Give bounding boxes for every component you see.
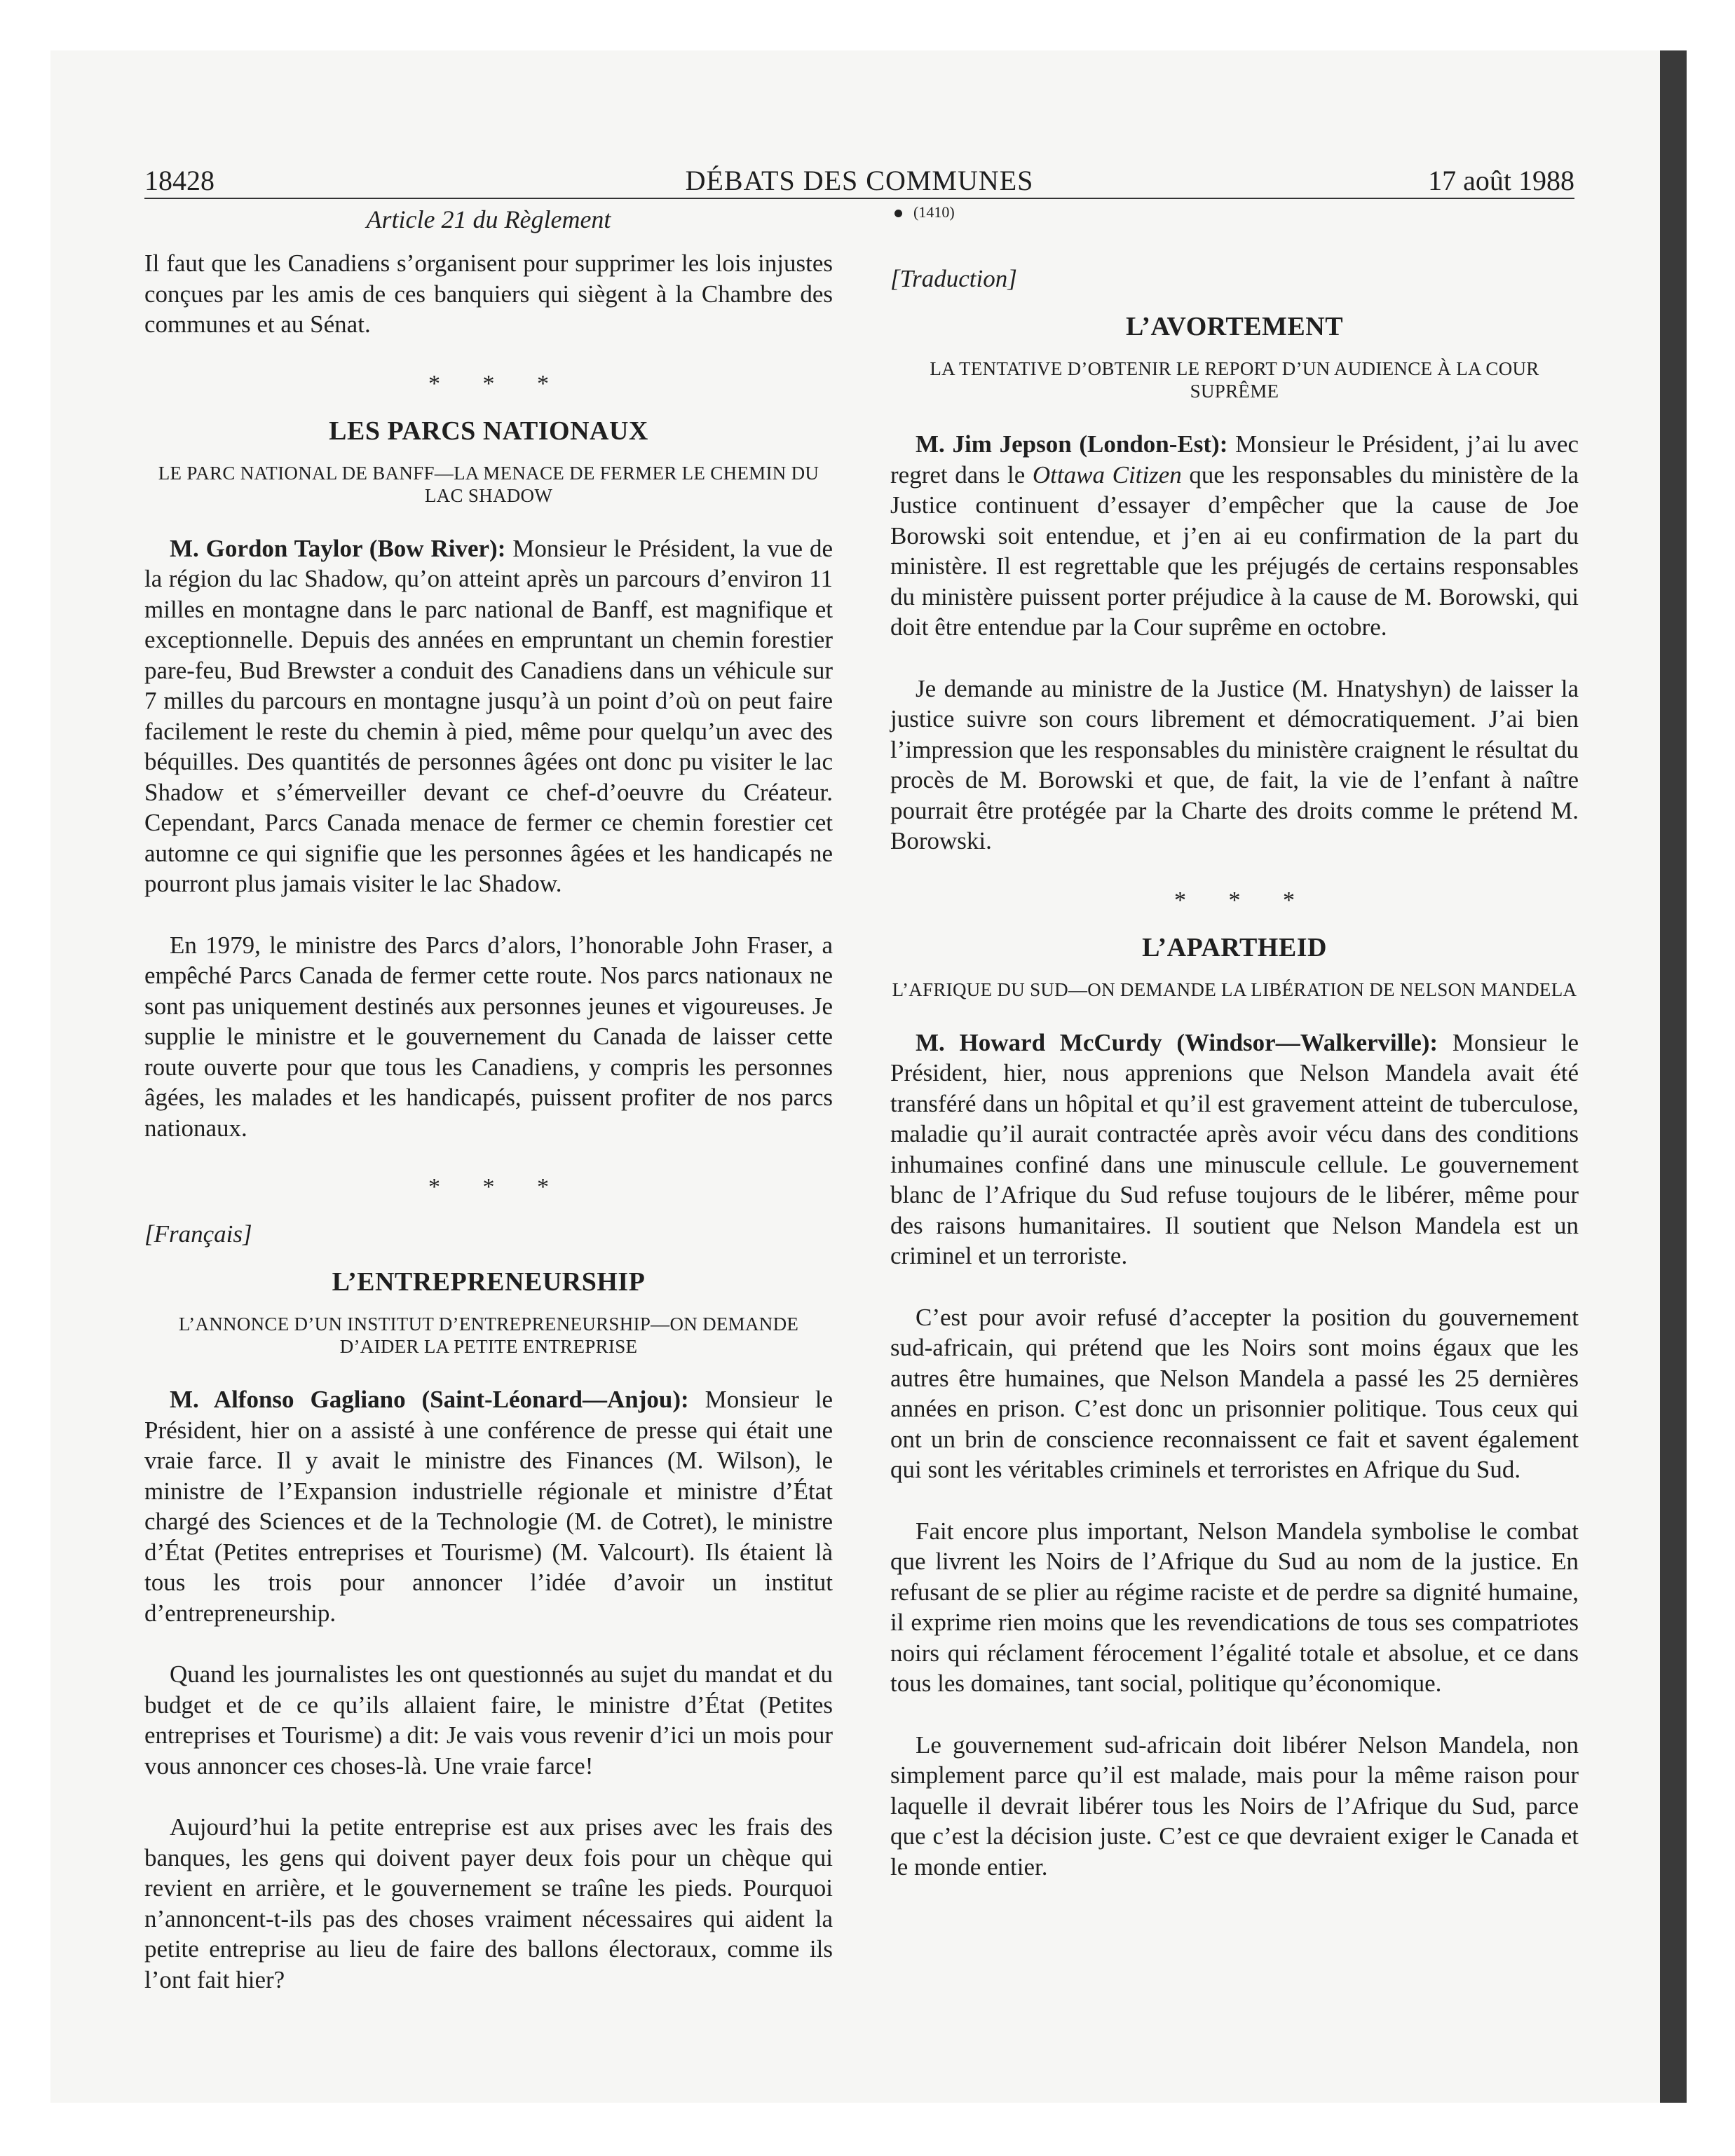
subheading-mandela: L’AFRIQUE DU SUD—ON DEMANDE LA LIBÉRATION DE NELSON MANDELA bbox=[892, 978, 1577, 1000]
time-marker bbox=[894, 203, 1579, 221]
newspaper-title: Ottawa Citizen bbox=[1032, 460, 1182, 489]
paragraph-gagliano-1 bbox=[144, 1384, 833, 1628]
running-header bbox=[144, 161, 1574, 199]
right-column bbox=[890, 203, 1579, 1913]
paragraph-text: Monsieur le Président, j’ai lu avec regret dans le bbox=[890, 430, 1579, 489]
bullet-icon bbox=[894, 210, 902, 217]
paragraph-mccurdy-1 bbox=[890, 1028, 1579, 1271]
speaker-jepson: M. Jim Jepson (London-Est): bbox=[916, 430, 1228, 458]
subheading-cour-supreme: LA TENTATIVE D’OBTENIR LE REPORT D’UN AUDIENCE À LA COUR SUPRÊME bbox=[930, 358, 1539, 402]
page-number: 18428 bbox=[144, 165, 215, 196]
paragraph-text: Monsieur le Président, la vue de la région du lac Shadow, qu’on atteint après un parcours d’environ 11 milles en montagne dans le parc national de Banff, est magnifique et exceptionnelle. Depuis des années en empruntant un chemin forestier pare-feu, Bud Brewster a conduit des Canadiens dans un véhicule sur 7 milles du parcours en montagne jusqu’à un point d’où on peut faire facilement le reste du chemin à pied, même pour quelqu’un avec des béquilles. Des quantités de personnes âgées ont donc pu visiter le lac Shadow et s’émerveiller devant ce chef-d’oeuvre du Créateur. Cependant, Parcs Canada menace de fermer ce chemin forestier cet automne ce qui signifie que les personnes âgées et les handicapés ne pourront plus jamais visiter le lac Shadow. bbox=[144, 534, 833, 897]
page-edge-shadow bbox=[1660, 50, 1687, 2103]
paragraph-text: que les responsables du ministère de la Justice continuent d’essayer d’empêcher que la cause de Joe Borowski soit entendue, et j’en ai eu confirmation de la part du ministère. Il est regrettable que les préjugés de certains responsables du ministère puissent porter préjudice à la cause de M. Borowski, qui doit être entendue par la Cour suprême en octobre. bbox=[890, 460, 1579, 641]
subheading-institut: L’ANNONCE D’UN INSTITUT D’ENTREPRENEURSHIP—ON DEMANDE D’AIDER LA PETITE ENTREPRISE bbox=[178, 1314, 799, 1357]
language-note: [Traduction] bbox=[890, 265, 1017, 292]
left-column bbox=[144, 203, 833, 2026]
paragraph-mccurdy-4: Le gouvernement sud-africain doit libérer Nelson Mandela, non simplement parce qu’il est malade, mais pour la même raison pour laquelle il devrait libérer tous les Noirs de l’Afrique du Sud, parce que c’est la décision juste. C’est ce que devraient exiger le Canada et le monde entier. bbox=[890, 1731, 1579, 1881]
publication-title: DÉBATS DES COMMUNES bbox=[685, 165, 1034, 196]
section-heading-apartheid: L’APARTHEID bbox=[1142, 932, 1327, 962]
paragraph-text: Monsieur le Président, hier on a assisté à une conférence de presse qui était une vraie farce. Il y avait le ministre des Finances (M. Wilson), le ministre de l’Expansion industrielle régionale et ministre d’État chargé des Sciences et de la Technologie (M. de Cotret), le ministre d’État (Petites entreprises et Tourisme) (M. Valcourt). Ils étaient là tous les trois pour annoncer l’idée d’avoir un institut d’entrepreneurship. bbox=[144, 1386, 833, 1627]
paragraph-text: Monsieur le Président, hier, nous apprenions que Nelson Mandela avait été transféré dans un hôpital et qu’il est gravement atteint de tuberculose, maladie qu’il aurait contractée après avoir vécu dans des conditions inhumaines confiné dans une minuscule cellule. Le gouvernement blanc de l’Afrique du Sud refuse toujours de le libérer, même pour des raisons humanitaires. Il soutient que Nelson Mandela est un criminel et un terroriste. bbox=[890, 1028, 1579, 1269]
paragraph-gagliano-3: Aujourd’hui la petite entreprise est aux prises avec les frais des banques, les gens qui doivent payer deux fois pour un chèque qui revient en arrière, et le gouvernement se traîne les pieds. Pourquoi n’annoncent-t-ils pas des choses vraiment nécessaires qui aident la petite entreprise au lieu de faire des ballons électoraux, comme ils l’ont fait hier? bbox=[144, 1813, 833, 1993]
paragraph-mccurdy-3: Fait encore plus important, Nelson Mandela symbolise le combat que livrent les Noirs de l’Afrique du Sud au nom de la justice. En refusant de se plier au régime raciste et de perdre sa dignité humaine, il exprime rien moins que les revendications de tous ses compatriotes noirs qui réclament férocement l’égalité totale et absolue, et ce dans tous les domaines, tant social, politique qu’économique. bbox=[890, 1517, 1579, 1697]
section-heading-entrepreneurship: L’ENTREPRENEURSHIP bbox=[332, 1267, 646, 1297]
section-separator: * * * bbox=[428, 370, 567, 397]
section-separator: * * * bbox=[428, 1174, 567, 1200]
language-note: [Français] bbox=[144, 1220, 252, 1248]
issue-date: 17 août 1988 bbox=[1428, 165, 1574, 196]
paragraph-gagliano-2: Quand les journalistes les ont questionnés au sujet du mandat et du budget et de ce qu’ils allaient faire, le ministre d’État (Petites entreprises et Tourisme) a dit: Je vais vous revenir d’ici un mois pour vous annoncer ces choses-là. Une vraie farce! bbox=[144, 1660, 833, 1780]
subheading-banff: LE PARC NATIONAL DE BANFF—LA MENACE DE FERMER LE CHEMIN DU LAC SHADOW bbox=[158, 462, 819, 506]
speaker-mccurdy: M. Howard McCurdy (Windsor—Walkerville): bbox=[916, 1028, 1438, 1056]
speaker-gagliano: M. Alfonso Gagliano (Saint-Léonard—Anjou): bbox=[170, 1386, 689, 1413]
intro-paragraph: Il faut que les Canadiens s’organisent pour supprimer les lois injustes conçues par les amis de ces banquiers qui siègent à la Chambre des communes et au Sénat. bbox=[144, 250, 833, 338]
paragraph-taylor-1 bbox=[144, 533, 833, 899]
paragraph-taylor-2: En 1979, le ministre des Parcs d’alors, l’honorable John Fraser, a empêché Parcs Canada de fermer cette route. Nos parcs nationaux ne sont pas uniquement destinés aux personnes jeunes et vigoureuses. Je supplie le ministre et le gouvernement du Canada de laisser cette route ouverte pour que tous les Canadiens, y compris les personnes âgées, les malades et les handicapés, puissent profiter de nos parcs nationaux. bbox=[144, 931, 833, 1142]
time-marker-text: (1410) bbox=[913, 203, 955, 221]
speaker-taylor: M. Gordon Taylor (Bow River): bbox=[170, 534, 506, 562]
paragraph-jepson-2: Je demande au ministre de la Justice (M. Hnatyshyn) de laisser la justice suivre son cours librement et démocratiquement. J’ai bien l’impression que les responsables du ministère craignent le résultat du procès de M. Borowski et que, de fait, la vie de l’enfant à naître pourrait être protégée par la Charte des droits comme le prétend M. Borowski. bbox=[890, 674, 1579, 854]
rubric-article-21: Article 21 du Règlement bbox=[366, 205, 611, 233]
paragraph-mccurdy-2: C’est pour avoir refusé d’accepter la position du gouvernement sud-africain, qui prétend que les Noirs sont moins égaux que les autres être humaines, que Nelson Mandela a passé les 25 dernières années en prison. C’est donc un prisonnier politique. Tous ceux qui ont un brin de conscience reconnaissent ce fait et savent également qui sont les véritables criminels et terroristes en Afrique du Sud. bbox=[890, 1303, 1579, 1483]
section-separator: * * * bbox=[1174, 887, 1313, 913]
section-heading-parcs: LES PARCS NATIONAUX bbox=[329, 416, 648, 446]
paragraph-jepson-1 bbox=[890, 429, 1579, 643]
section-heading-avortement: L’AVORTEMENT bbox=[1125, 312, 1344, 341]
